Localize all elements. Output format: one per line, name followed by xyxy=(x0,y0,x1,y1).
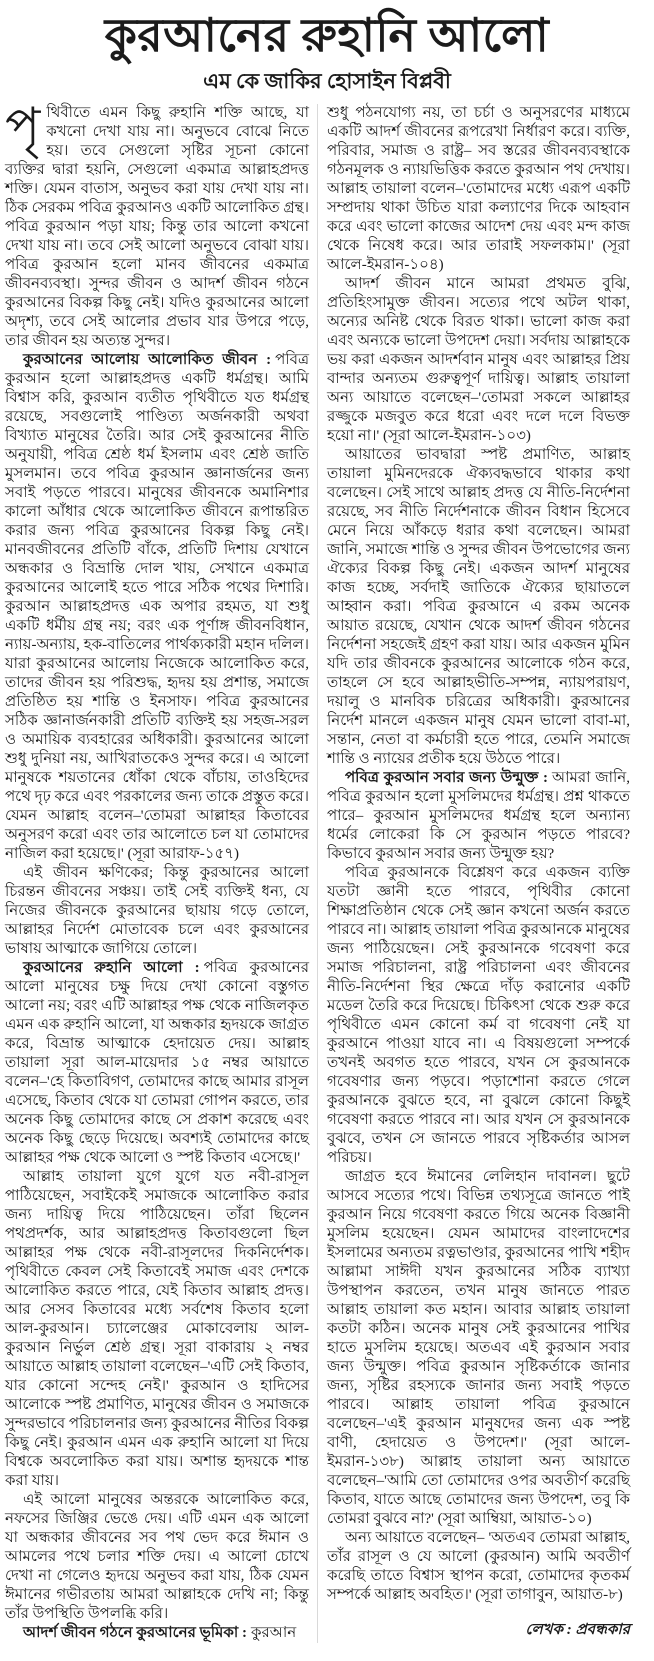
paragraph-text: পবিত্র কুরআনকে বিশ্লেষণ করে একজন ব্যক্তি যতটা জ্ঞানী হতে পারবে, পৃথিবীর কোনো শিক্ষাপ্রতিষ্ঠান থেকে সেই জ্ঞান কখনো অর্জন করতে পারবে না। আল্লাহ তায়ালা পবিত্র কুরআনকে মানুষের জন্য পাঠিয়েছেন। সেই কুরআনকে গবেষণা করে সমাজ পরিচালনা, রাষ্ট্র পরিচালনা এবং জীবনের নীতি-নির্দেশনা স্থির ক্ষেত্রে দাঁড় করানোর একটি মডেল তৈরি করে দিয়েছে। চিকিৎসা থেকে শুরু করে পৃথিবীতে এমন কোনো কর্ম বা গবেষণা নেই যা কুরআনে পাওয়া যাবে না। এ বিষয়গুলো সম্পর্কে তখনই অবগত হতে পারবে, যখন সে কুরআনকে গবেষণার জন্য পড়বে। পড়াশোনা করতে গেলে কুরআনকে বুঝতে হবে, না বুঝলে কোনো কিছুই গবেষণা করতে পারবে না। আর যখন সে কুরআনকে বুঝবে, তখন সে জানতে পারবে সৃষ্টিকর্তার আসল পরিচয়। xyxy=(327,865,630,1166)
article-paragraph xyxy=(5,99,309,351)
article-paragraph xyxy=(5,351,309,864)
drop-cap: পৃ xyxy=(5,99,41,156)
article-paragraph xyxy=(327,104,630,275)
right-column xyxy=(318,104,630,1643)
paragraph-text: আদর্শ জীবন মানে আমরা প্রথমত বুঝি, প্রতিহিংসামুক্ত জীবন। সত্যের পথে অটল থাকা, অন্যের অনিষ্ট থেকে বিরত থাকা। ভালো কাজ করা এবং অন্যকে ভালো উপদেশ দেয়া। সর্বদায় আল্লাহকে ভয় করা একজন আদর্শবান মানুষ এবং আল্লাহর প্রিয় বান্দার অন্যতম গুরুত্বপূর্ণ দায়িত্ব। আল্লাহ তায়ালা অন্য আয়াতে বলেছেন–'তোমরা সকলে আল্লাহর রজ্জুকে মজবুত করে ধরো এবং দলে দলে বিভক্ত হয়ো না।' (সূরা আলে-ইমরান-১০৩) xyxy=(327,276,630,444)
article-paragraph xyxy=(327,275,630,446)
article-paragraph xyxy=(327,1529,630,1605)
article-paragraph xyxy=(5,864,309,959)
paragraph-text: থিবীতে এমন কিছু রুহানি শক্তি আছে, যা কখনো দেখা যায় না। অনুভবে বোঝে নিতে হয়। তবে সেগুলো সৃষ্টির সূচনা কোনো ব্যক্তির দ্বারা হয়নি, সেগুলো একমাত্র আল্লাহপ্রদত্ত শক্তি। যেমন বাতাস, অনুভব করা যায় দেখা যায় না। ঠিক সেরকম পবিত্র কুরআনও একটি আলোকিত গ্রন্থ। পবিত্র কুরআন পড়া যায়; কিন্তু তার আলো কখনো দেখা যায় না। তবে সেই আলো অনুভবে বোঝা যায়। পবিত্র কুরআন হলো মানব জীবনের একমাত্র জীবনব্যবস্থা। সুন্দর জীবন ও আদর্শ জীবন গঠনে কুরআনের বিকল্প কিছু নেই। যদিও কুরআনের আলো অদৃশ্য, তবে সেই আলোর প্রভাব যার উপরে পড়ে, তার জীবন হয় অত্যন্ত সুন্দর। xyxy=(5,105,309,349)
section-heading: কুরআনের আলোয় আলোকিত জীবন : xyxy=(23,352,272,368)
article-paragraph xyxy=(5,1624,309,1643)
section-heading: পবিত্র কুরআন সবার জন্য উন্মুক্ত : xyxy=(345,770,549,786)
article-title: কুরআনের রুহানি আলো xyxy=(104,10,550,61)
paragraph-text: অন্য আয়াতে বলেছেন– 'অতএব তোমরা আল্লাহ, তাঁর রাসূল ও যে আলো (কুরআন) আমি অবতীর্ণ করেছি তাতে বিশ্বাস স্থাপন করো, তোমাদের কৃতকর্ম সম্পর্কে আল্লাহ অবহিত।' (সূরা তাগাবুন, আয়াত-৮) xyxy=(327,1530,630,1603)
paragraph-text: শুধু পঠনযোগ্য নয়, তা চর্চা ও অনুসরণের মাধ্যমে একটি আদর্শ জীবনের রূপরেখা নির্ধারণ করে। ব্যক্তি, পরিবার, সমাজ ও রাষ্ট্র– সব স্তরের জীবনব্যবস্থাকে গঠনমূলক ও ন্যায়ভিত্তিক করতে কুরআন পথ দেখায়। আল্লাহ তায়ালা বলেন–'তোমাদের মধ্যে এরূপ একটি সম্প্রদায় থাকা উচিত যারা কল্যাণের দিকে আহবান করে এবং ভালো কাজের আদেশ দেয় এবং মন্দ কাজ থেকে নিষেধ করে। আর তারাই সফলকাম।' (সূরা আলে-ইমরান-১০৪) xyxy=(327,105,630,273)
paragraph-text: এই আলো মানুষের অন্তরকে আলোকিত করে, নফসের জিঞ্জির ভেঙে দেয়। এটি এমন এক আলো যা অন্ধকার জীবনের সব পথ ভেদ করে ঈমান ও আমলের পথে চলার শক্তি দেয়। এ আলো চোখে দেখা না গেলেও হৃদয়ে অনুভব করা যায়, ঠিক যেমন ঈমানের গভীরতায় আমরা আল্লাহকে দেখি না; কিন্তু তাঁর উপস্থিতি উপলব্ধি করি। xyxy=(5,1492,309,1622)
article-author: এম কে জাকির হোসাইন বিপ্লবী xyxy=(203,69,451,93)
paragraph-text: কুরআন xyxy=(250,1625,297,1641)
article-columns xyxy=(5,99,649,1643)
paragraph-text: আমরা জানি, পবিত্র কুরআন হলো মুসলিমদের ধর্মগ্রন্থ। প্রশ্ন থাকতে পারে– কুরআন মুসলিমদের ধর্মগ্রন্থ হলে অন্যান্য ধর্মের লোকেরা কি সে কুরআন পড়তে পারবে? কিভাবে কুরআন সবার জন্য উন্মুক্ত হয়? xyxy=(327,770,630,862)
author-byline: লেখক : প্রবন্ধকার xyxy=(525,1622,630,1638)
article-paragraph xyxy=(5,1168,309,1491)
article-masthead xyxy=(5,8,649,94)
article-paragraph xyxy=(327,769,630,864)
section-heading: আদর্শ জীবন গঠনে কুরআনের ভূমিকা : xyxy=(23,1625,247,1641)
paragraph-text: এই জীবন ক্ষণিকের; কিন্তু কুরআনের আলো চিরন্তন জীবনের সঞ্চয়। তাই সেই ব্যক্তিই ধন্য, যে নিজের জীবনকে কুরআনের ছায়ায় গড়ে তোলে, আল্লাহর নির্দেশ মোতাবেক চলে এবং কুরআনের ভাষায় আত্মাকে জাগিয়ে তোলে। xyxy=(5,865,309,957)
paragraph-text: পবিত্র কুরআন হলো আল্লাহপ্রদত্ত একটি ধর্মগ্রন্থ। আমি বিশ্বাস করি, কুরআন ব্যতীত পৃথিবীতে যত ধর্মগ্রন্থ রয়েছে, সবগুলোই পাণ্ডিত্য অর্জনকারী অথবা বিখ্যাত মানুষের তৈরি। আর সেই কুরআনের নীতি অনুযায়ী, পবিত্র শ্রেষ্ঠ ধর্ম ইসলাম এবং শ্রেষ্ঠ জাতি মুসলমান। তবে পবিত্র কুরআন জ্ঞানার্জনের জন্য সবাই পড়তে পারবে। মানুষের জীবনকে অমানিশার কালো আঁধার থেকে আলোকিত জীবনে রূপান্তরিত করার জন্য পবিত্র কুরআনের বিকল্প কিছু নেই। মানবজীবনের প্রতিটি বাঁকে, প্রতিটি দিশায় যেখানে অন্ধকার ও বিভ্রান্তি দোল খায়, সেখানে একমাত্র কুরআনের আলোই হতে পারে সঠিক পথের দিশারি। কুরআন আল্লাহপ্রদত্ত এক অপার রহমত, যা শুধু একটি ধর্মীয় গ্রন্থ নয়; বরং এক পূর্ণাঙ্গ জীবনবিধান, ন্যায়-অন্যায়, হক-বাতিলের পার্থক্যকারী মহান দলিল। যারা কুরআনের আলোয় নিজেকে আলোকিত করে, তাদের জীবন হয় পরিশুদ্ধ, হৃদয় হয় প্রশান্ত, সমাজে প্রতিষ্ঠিত হয় শান্তি ও ইনসাফ। পবিত্র কুরআনের সঠিক জ্ঞানার্জনকারী প্রতিটি ব্যক্তিই হয় সহজ-সরল ও অমায়িক ব্যবহারের অধিকারী। কুরআনের আলো শুধু দুনিয়া নয়, আখিরাতকেও সুন্দর করে। এ আলো মানুষকে শয়তানের ধোঁকা থেকে বাঁচায়, তাওহিদের পথে দৃঢ় করে এবং পরকালের জন্য তাকে প্রস্তুত করে। যেমন আল্লাহ বলেন–'তোমরা আল্লাহর কিতাবের অনুসরণ করো এবং তার আলোতে চল যা তোমাদের নাজিল করা হয়েছে।' (সূরা আরাফ-১৫৭) xyxy=(5,352,309,862)
paragraph-text: জাগ্রত হবে ঈমানের লেলিহান দাবানল। ছুটে আসবে সত্যের পথে। বিভিন্ন তথ্যসূত্রে জানতে পাই কুরআন নিয়ে গবেষণা করতে গিয়ে অনেক বিজ্ঞানী মুসলিম হয়েছেন। যেমন আমাদের বাংলাদেশের ইসলামের অন্যতম রত্নভাণ্ডার, কুরআনের পাখি শহীদ আল্লামা সাঈদী যখন কুরআনের সঠিক ব্যাখ্যা উপস্থাপন করতেন, তখন মানুষ জানতে পারত আল্লাহ তায়ালা কত মহান। আবার আল্লাহ তায়ালা কতটা কঠিন। অনেক মানুষ সেই কুরআনের পাখির হাতে মুসলিম হয়েছে। অতএব এই কুরআন সবার জন্য উন্মুক্ত। পবিত্র কুরআন সৃষ্টিকর্তাকে জানার জন্য, সৃষ্টির রহস্যকে জানার জন্য সবাই পড়তে পারবে। আল্লাহ তায়ালা পবিত্র কুরআনে বলেছেন–'এই কুরআন মানুষদের জন্য এক স্পষ্ট বাণী, হেদায়েত ও উপদেশ।' (সূরা আলে-ইমরান-১৩৮) আল্লাহ তায়ালা অন্য আয়াতে বলেছেন–'আমি তো তোমাদের ওপর অবতীর্ণ করেছি কিতাব, যাতে আছে তোমাদের জন্য উপদেশ, তবু কি তোমরা বুঝবে না?' (সূরা আম্বিয়া, আয়াত-১০) xyxy=(327,1169,630,1527)
paragraph-text: পবিত্র কুরআনের আলো মানুষের চক্ষু দিয়ে দেখা কোনো বস্তুগত আলো নয়; বরং এটি আল্লাহর পক্ষ থেকে নাজিলকৃত এমন এক রুহানি আলো, যা অন্ধকার হৃদয়কে জাগ্রত করে, বিভ্রান্ত আত্মাকে হেদায়েত দেয়। আল্লাহ তায়ালা সূরা আল-মায়েদার ১৫ নম্বর আয়াতে বলেন–'হে কিতাবিগণ, তোমাদের কাছে আমার রাসূল এসেছে, কিতাব থেকে যা তোমরা গোপন করতে, তার অনেক কিছু তোমাদের কাছে সে প্রকাশ করেছে এবং অনেক কিছু ছেড়ে দিয়েছে। অবশ্যই তোমাদের কাছে আল্লাহর পক্ষ থেকে আলো ও স্পষ্ট কিতাব এসেছে।' xyxy=(5,960,309,1166)
section-heading: কুরআনের রুহানি আলো : xyxy=(23,960,200,976)
left-column xyxy=(5,99,317,1643)
article-paragraph xyxy=(327,446,630,769)
paragraph-text: আল্লাহ তায়ালা যুগে যুগে যত নবী-রাসূল পাঠিয়েছেন, সবাইকেই সমাজকে আলোকিত করার জন্য দায়িত্ব দিয়ে পাঠিয়েছেন। তাঁরা ছিলেন পথপ্রদর্শক, আর আল্লাহপ্রদত্ত কিতাবগুলো ছিল আল্লাহর পক্ষ থেকে নবী-রাসূলদের দিকনির্দেশক। পৃথিবীতে কেবল সেই কিতাবেই সমাজ এবং দেশকে আলোকিত করতে পারে, যেই কিতাব আল্লাহ প্রদত্ত। আর সেসব কিতাবের মধ্যে সর্বশেষ কিতাব হলো আল-কুরআন। চ্যালেঞ্জের মোকাবেলায় আল-কুরআন নির্ভুল শ্রেষ্ঠ গ্রন্থ। সূরা বাকারায় ২ নম্বর আয়াতে আল্লাহ তায়ালা বলেছেন–'এটি সেই কিতাব, যার কোনো সন্দেহ নেই।' কুরআন ও হাদিসের আলোকে স্পষ্ট প্রমাণিত, মানুষের জীবন ও সমাজকে সুন্দরভাবে পরিচালনার জন্য কুরআনের নীতির বিকল্প কিছু নেই। কুরআন এমন এক রুহানি আলো যা দিয়ে বিশ্বকে অবলোকিত করা যায়। অশান্ত হৃদয়কে শান্ত করা যায়। xyxy=(5,1169,309,1489)
article-paragraph xyxy=(5,959,309,1168)
article-paragraph xyxy=(327,1168,630,1529)
paragraph-text: আয়াতের ভাবদ্বারা স্পষ্ট প্রমাণিত, আল্লাহ তায়ালা মুমিনদেরকে ঐক্যবদ্ধভাবে থাকার কথা বলেছেন। সেই সাথে আল্লাহ প্রদত্ত যে নীতি-নির্দেশনা রয়েছে, সব নীতি নির্দেশনাকে জীবন বিধান হিসেবে মেনে নিয়ে আঁকড়ে ধরার কথা বলেছেন। আমরা জানি, সমাজে শান্তি ও সুন্দর জীবন উপভোগের জন্য ঐক্যের বিকল্প কিছু নেই। একজন আদর্শ মানুষের কাজ হচ্ছে, সর্বদাই জাতিকে ঐক্যের ছায়াতলে আহ্বান করা। পবিত্র কুরআনে এ রকম অনেক আয়াত রয়েছে, যেখান থেকে আদর্শ জীবন গঠনের নির্দেশনা সহজেই গ্রহণ করা যায়। আর একজন মুমিন যদি তার জীবনকে কুরআনের আলোকে গঠন করে, তাহলে সে হবে আল্লাহভীতি-সম্পন্ন, ন্যায়পরায়ণ, দয়ালু ও মানবিক চরিত্রের অধিকারী। কুরআনের নির্দেশ মানলে একজন মানুষ যেমন ভালো বাবা-মা, সন্তান, নেতা বা কর্মচারী হতে পারে, তেমনি সমাজে শান্তি ও ন্যায়ের প্রতীক হয়ে উঠতে পারে। xyxy=(327,447,630,767)
article-paragraph xyxy=(327,864,630,1168)
article-paragraph xyxy=(5,1491,309,1624)
